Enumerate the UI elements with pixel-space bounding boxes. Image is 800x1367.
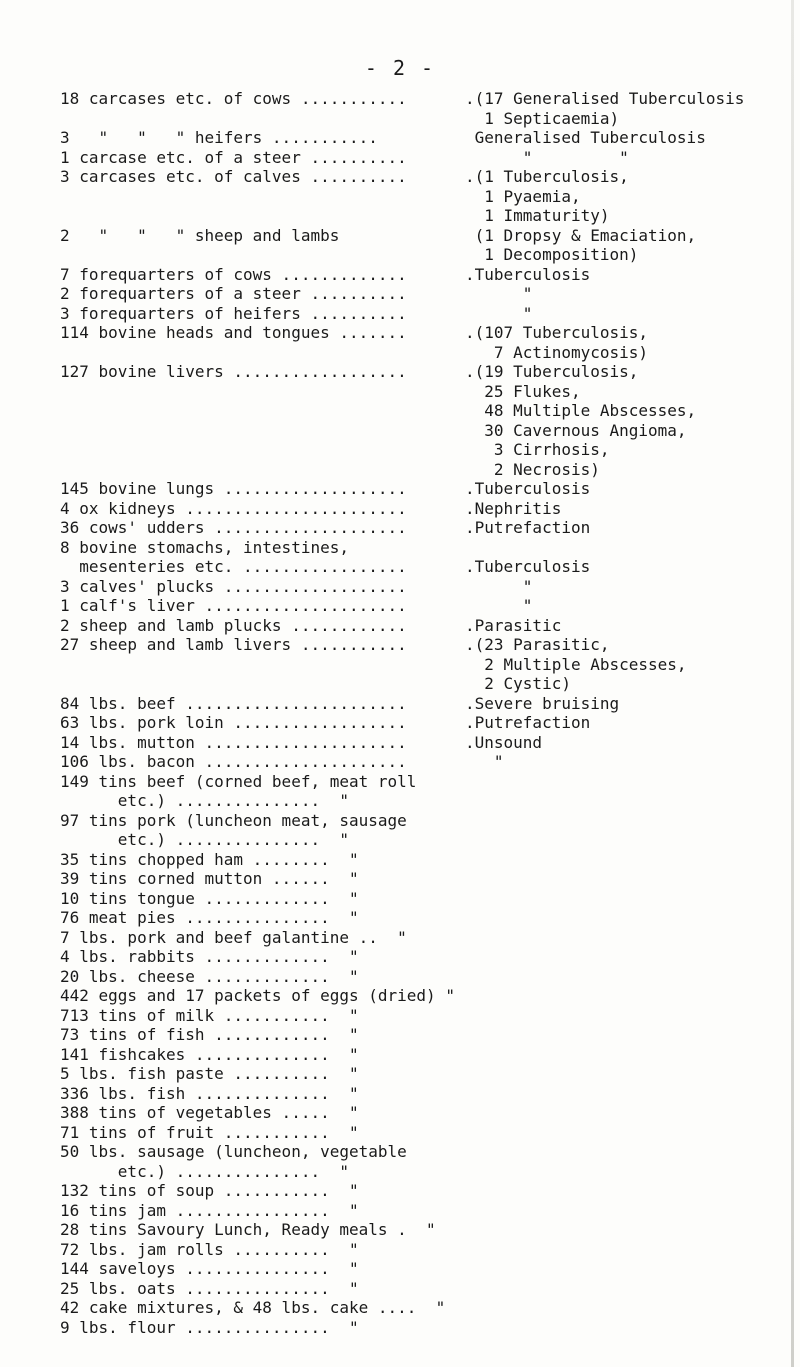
list-item (60, 1279, 790, 1299)
item-description (60, 460, 465, 480)
item-reason: 30 Cavernous Angioma, (465, 420, 687, 440)
item-description (60, 655, 465, 675)
item-description (60, 674, 465, 694)
item-description: 63 lbs. pork loin .................. (60, 713, 407, 732)
item-description: 3 carcases etc. of calves .......... (60, 167, 407, 186)
item-reason (465, 869, 790, 889)
list-item (60, 908, 790, 928)
item-reason: .Tuberculosis (465, 557, 591, 576)
item-description: etc.) ............... " (60, 1161, 349, 1181)
list-item (60, 421, 790, 441)
list-item (60, 499, 790, 519)
item-reason: Generalised Tuberculosis (465, 128, 706, 147)
list-item (60, 265, 790, 285)
item-reason: " (465, 284, 533, 303)
item-reason: .Putrefaction (465, 518, 591, 537)
item-reason: 2 Multiple Abscesses, (465, 654, 687, 674)
list-item (60, 986, 790, 1006)
item-reason: .(107 Tuberculosis, (465, 323, 649, 342)
item-description: etc.) ............... " (60, 830, 349, 849)
item-reason: 7 Actinomycosis) (465, 342, 649, 362)
item-reason (465, 850, 790, 870)
list-item (60, 109, 790, 129)
item-reason: .(1 Tuberculosis, (465, 167, 629, 186)
item-reason: (1 Dropsy & Emaciation, (465, 225, 697, 245)
item-description: 27 sheep and lamb livers ........... (60, 635, 407, 654)
item-description (60, 245, 465, 265)
list-item (60, 655, 790, 675)
list-item (60, 1084, 790, 1104)
item-reason: .Unsound (465, 732, 543, 752)
item-description: 5 lbs. fish paste .......... " (60, 1064, 359, 1083)
item-reason (465, 986, 790, 1006)
item-description: 3 " " " heifers ........... (60, 128, 378, 147)
list-item (60, 616, 790, 636)
item-reason: .Nephritis (465, 498, 562, 518)
list-item (60, 830, 790, 850)
list-item (60, 89, 790, 109)
list-item (60, 518, 790, 538)
list-item (60, 362, 790, 382)
item-description (60, 401, 465, 421)
item-description: 76 meat pies ............... " (60, 908, 359, 927)
item-reason (465, 791, 790, 811)
item-description: 144 saveloys ............... " (60, 1259, 359, 1278)
item-reason: " (465, 752, 504, 771)
item-reason: .Tuberculosis (465, 264, 591, 284)
item-reason (465, 1084, 790, 1104)
list-item (60, 284, 790, 304)
item-description (60, 343, 465, 363)
item-reason (465, 928, 790, 948)
list-item (60, 1064, 790, 1084)
condemned-food-list (60, 89, 790, 1337)
item-description: 16 tins jam ................ " (60, 1200, 359, 1220)
item-reason: 1 Septicaemia) (465, 108, 620, 128)
item-description: 2 forequarters of a steer .......... (60, 284, 407, 303)
item-reason: 2 Necrosis) (465, 459, 600, 479)
item-description (60, 206, 465, 226)
list-item (60, 577, 790, 597)
list-item (60, 538, 790, 558)
list-item (60, 947, 790, 967)
item-description: 442 eggs and 17 packets of eggs (dried) " (60, 986, 455, 1005)
item-reason (465, 889, 790, 909)
list-item (60, 791, 790, 811)
list-item (60, 479, 790, 499)
item-reason: 3 Cirrhosis, (465, 440, 610, 459)
list-item (60, 1025, 790, 1045)
item-reason: 1 Decomposition) (465, 245, 639, 264)
list-item (60, 401, 790, 421)
item-description: 25 lbs. oats ............... " (60, 1278, 359, 1298)
list-item (60, 148, 790, 168)
item-description: 3 forequarters of heifers .......... (60, 303, 407, 323)
item-description: 4 lbs. rabbits ............. " (60, 947, 359, 966)
item-reason (465, 1064, 790, 1084)
list-item (60, 1123, 790, 1143)
item-reason (465, 811, 790, 831)
list-item (60, 1142, 790, 1162)
list-item (60, 187, 790, 207)
item-reason (465, 908, 790, 928)
list-item (60, 772, 790, 792)
item-description (60, 440, 465, 460)
item-description: 145 bovine lungs ................... (60, 479, 407, 498)
item-reason (465, 1279, 790, 1299)
item-description: 127 bovine livers .................. (60, 362, 407, 381)
list-item (60, 1103, 790, 1123)
list-item (60, 1045, 790, 1065)
item-description: 9 lbs. flour ............... " (60, 1317, 359, 1337)
item-description: 1 calf's liver ..................... (60, 596, 407, 615)
list-item (60, 928, 790, 948)
item-reason (465, 1201, 790, 1221)
item-description: 18 carcases etc. of cows ........... (60, 89, 407, 108)
list-item (60, 850, 790, 870)
item-description: 14 lbs. mutton ..................... (60, 732, 407, 752)
item-description: 336 lbs. fish .............. " (60, 1083, 359, 1103)
item-description: 141 fishcakes .............. " (60, 1044, 359, 1064)
list-item (60, 694, 790, 714)
list-item (60, 869, 790, 889)
item-reason: 1 Pyaemia, (465, 186, 581, 206)
item-reason (465, 1103, 790, 1123)
item-description: 84 lbs. beef ....................... (60, 693, 407, 713)
item-description: 10 tins tongue ............. " (60, 888, 359, 908)
item-reason (465, 772, 790, 792)
item-description: mesenteries etc. ................. (60, 557, 407, 576)
item-description: 20 lbs. cheese ............. " (60, 966, 359, 986)
item-reason: " " (465, 147, 629, 167)
item-description: 42 cake mixtures, & 48 lbs. cake .... " (60, 1298, 446, 1317)
item-description (60, 109, 465, 129)
item-reason: .Tuberculosis (465, 479, 591, 498)
list-item (60, 167, 790, 187)
item-description (60, 187, 465, 207)
item-reason (465, 830, 790, 850)
item-description: 114 bovine heads and tongues ....... (60, 323, 407, 342)
list-item (60, 1162, 790, 1182)
list-item (60, 889, 790, 909)
list-item (60, 343, 790, 363)
item-reason (465, 1240, 790, 1260)
list-item (60, 752, 790, 772)
item-reason: .Parasitic (465, 615, 562, 635)
list-item (60, 460, 790, 480)
list-item (60, 596, 790, 616)
list-item (60, 1318, 790, 1338)
list-item (60, 1181, 790, 1201)
list-item (60, 304, 790, 324)
item-description: 71 tins of fruit ........... " (60, 1122, 359, 1142)
item-reason: " (465, 596, 533, 615)
item-reason: .(19 Tuberculosis, (465, 362, 639, 381)
item-description: 2 sheep and lamb plucks ............ (60, 615, 407, 635)
item-description: 35 tins chopped ham ........ " (60, 849, 359, 869)
item-reason (465, 947, 790, 967)
item-description: 106 lbs. bacon ..................... (60, 752, 407, 771)
list-item (60, 128, 790, 148)
list-item (60, 1240, 790, 1260)
list-item (60, 1259, 790, 1279)
item-description: 2 " " " sheep and lambs (60, 225, 340, 245)
item-reason (465, 1259, 790, 1279)
item-description: 1 carcase etc. of a steer .......... (60, 147, 407, 167)
item-reason: .Putrefaction (465, 713, 591, 732)
page-edge (791, 0, 794, 1367)
item-reason: 1 Immaturity) (465, 206, 610, 225)
item-description: 28 tins Savoury Lunch, Ready meals . " (60, 1220, 436, 1239)
item-reason (465, 1298, 790, 1318)
item-reason (465, 1142, 790, 1162)
item-description: 73 tins of fish ............ " (60, 1025, 359, 1044)
list-item (60, 1298, 790, 1318)
item-reason (465, 1162, 790, 1182)
item-description: 132 tins of soup ........... " (60, 1181, 359, 1200)
list-item (60, 440, 790, 460)
list-item (60, 323, 790, 343)
item-reason: " (465, 576, 533, 596)
item-description (60, 382, 465, 402)
list-item (60, 1006, 790, 1026)
item-reason (465, 1123, 790, 1143)
item-description: 4 ox kidneys ....................... (60, 498, 407, 518)
item-reason: .Severe bruising (465, 693, 620, 713)
item-reason: 48 Multiple Abscesses, (465, 401, 697, 420)
page-number: - 2 - (364, 56, 436, 80)
item-reason (465, 1006, 790, 1026)
item-reason (465, 967, 790, 987)
item-description: 388 tins of vegetables ..... " (60, 1103, 359, 1122)
item-reason: .(23 Parasitic, (465, 635, 610, 654)
item-description: 713 tins of milk ........... " (60, 1005, 359, 1025)
item-description: 72 lbs. jam rolls .......... " (60, 1239, 359, 1259)
item-description: 149 tins beef (corned beef, meat roll (60, 771, 417, 791)
list-item (60, 1220, 790, 1240)
list-item (60, 811, 790, 831)
item-reason: .(17 Generalised Tuberculosis (465, 89, 745, 108)
list-item (60, 674, 790, 694)
item-description: 50 lbs. sausage (luncheon, vegetable (60, 1142, 407, 1161)
item-reason (465, 1025, 790, 1045)
list-item (60, 733, 790, 753)
list-item (60, 245, 790, 265)
item-description: 36 cows' udders .................... (60, 518, 407, 537)
item-reason (465, 1181, 790, 1201)
item-description: etc.) ............... " (60, 791, 349, 810)
list-item (60, 206, 790, 226)
list-item (60, 1201, 790, 1221)
item-reason: 25 Flukes, (465, 381, 581, 401)
list-item (60, 226, 790, 246)
item-reason (465, 1045, 790, 1065)
list-item (60, 967, 790, 987)
list-item (60, 635, 790, 655)
item-reason (465, 1318, 790, 1338)
item-reason: " (465, 303, 533, 323)
item-description: 97 tins pork (luncheon meat, sausage (60, 810, 407, 830)
list-item (60, 557, 790, 577)
item-reason (465, 1220, 790, 1240)
item-description: 7 forequarters of cows ............. (60, 264, 407, 284)
item-reason: 2 Cystic) (465, 674, 571, 693)
item-description: 39 tins corned mutton ...... " (60, 869, 359, 888)
item-description: 7 lbs. pork and beef galantine .. " (60, 927, 407, 947)
list-item (60, 713, 790, 733)
item-description: 3 calves' plucks ................... (60, 576, 407, 596)
item-description (60, 421, 465, 441)
item-description: 8 bovine stomachs, intestines, (60, 537, 349, 557)
item-reason (465, 538, 790, 558)
list-item (60, 382, 790, 402)
